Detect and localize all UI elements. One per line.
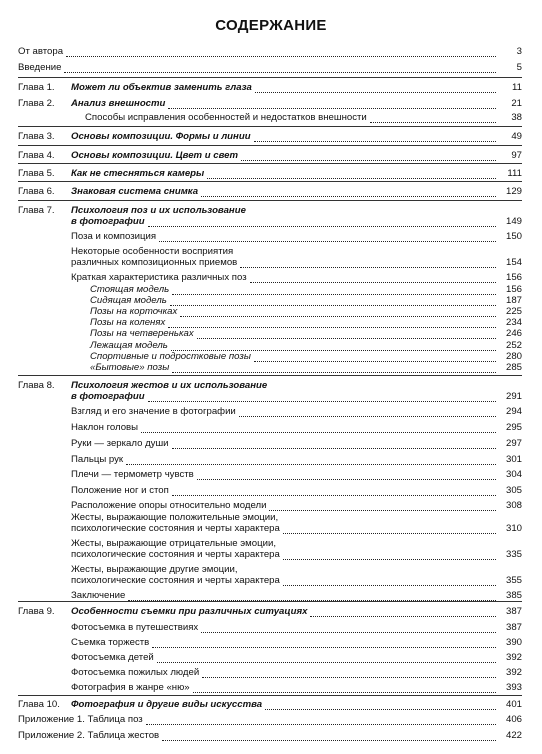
page-number: 310: [505, 523, 522, 534]
toc-entry[interactable]: [0, 438, 542, 450]
entry-title: Фотография и другие виды искусства: [71, 699, 263, 710]
page-number: 304: [505, 469, 522, 480]
toc-entry[interactable]: [0, 637, 542, 649]
dot-leader: [64, 71, 496, 73]
toc-entry[interactable]: [0, 485, 542, 497]
toc-entry[interactable]: [0, 652, 542, 664]
entry-title: Сидящая модель: [90, 295, 167, 306]
toc-entry[interactable]: [0, 186, 542, 198]
dot-leader: [310, 615, 496, 617]
toc-entry[interactable]: [0, 714, 542, 726]
page-number: 154: [505, 257, 522, 268]
toc-entry[interactable]: [0, 606, 542, 618]
page-number: 5: [516, 62, 522, 73]
dot-leader: [162, 739, 496, 741]
chapter-separator: [18, 163, 522, 164]
toc-entry[interactable]: [0, 362, 542, 374]
entry-title: Фотография в жанре «ню»: [71, 682, 190, 693]
entry-title: Анализ внешности: [71, 98, 166, 109]
chapter-separator: [18, 181, 522, 182]
entry-title: Введение: [18, 62, 62, 73]
entry-title: Поза и композиция: [71, 231, 157, 242]
dot-leader: [255, 91, 496, 93]
page-number: 225: [505, 306, 522, 317]
page-number: 393: [505, 682, 522, 693]
entry-title: в фотографии: [71, 391, 145, 402]
page-number: 252: [505, 340, 522, 351]
toc-entry[interactable]: [0, 112, 542, 124]
toc-entry[interactable]: [0, 422, 542, 434]
entry-title: Жесты, выражающие положительные эмоции,: [71, 512, 279, 523]
entry-title: Съемка торжеств: [71, 637, 150, 648]
toc-entry[interactable]: [0, 667, 542, 679]
dot-leader: [370, 121, 496, 123]
toc-entry[interactable]: [0, 257, 542, 269]
entry-title: Основы композиции. Цвет и свет: [71, 150, 239, 161]
dot-leader: [254, 140, 496, 142]
dot-leader: [241, 159, 496, 161]
entry-title: Может ли объектив заменить глаза: [71, 82, 252, 93]
entry-title: Приложение 1. Таблица поз: [18, 714, 143, 725]
page-number: 49: [511, 131, 522, 142]
page-number: 422: [505, 730, 522, 741]
page-number: 401: [505, 699, 522, 710]
page-number: 335: [505, 549, 522, 560]
toc-entry[interactable]: [0, 622, 542, 634]
entry-title: Лежащая модель: [90, 340, 168, 351]
entry-title: Спортивные и подростковые позы: [90, 351, 251, 362]
entry-title: Основы композиции. Формы и линии: [71, 131, 251, 142]
toc-entry[interactable]: [0, 549, 542, 561]
entry-title: Заключение: [71, 590, 126, 601]
chapter-separator: [18, 126, 522, 127]
chapter-label: Глава 1.: [18, 82, 55, 93]
entry-title: Способы исправления особенностей и недостатков внешности: [85, 112, 367, 123]
dot-leader: [197, 337, 496, 339]
page-number: 297: [505, 438, 522, 449]
page-number: 392: [505, 667, 522, 678]
dot-leader: [148, 225, 496, 227]
page-number: 21: [511, 98, 522, 109]
dot-leader: [159, 240, 496, 242]
dot-leader: [201, 631, 496, 633]
toc-entry[interactable]: [0, 730, 542, 742]
dot-leader: [146, 723, 496, 725]
page-number: 246: [505, 328, 522, 339]
page-number: 305: [505, 485, 522, 496]
page-number: 385: [505, 590, 522, 601]
page-number: 295: [505, 422, 522, 433]
entry-title: психологические состояния и черты характера: [71, 523, 280, 534]
entry-title: Стоящая модель: [90, 284, 170, 295]
page-number: 129: [505, 186, 522, 197]
entry-title: Знаковая система снимка: [71, 186, 199, 197]
toc-entry[interactable]: [0, 699, 542, 711]
page-number: 149: [505, 216, 522, 227]
page-number: 406: [505, 714, 522, 725]
entry-title: психологические состояния и черты характера: [71, 549, 280, 560]
entry-title: Фотосъемка в путешествиях: [71, 622, 199, 633]
chapter-separator: [18, 375, 522, 376]
chapter-label: Глава 9.: [18, 606, 55, 617]
chapter-label: Глава 7.: [18, 205, 55, 216]
page-number: 97: [511, 150, 522, 161]
entry-title: Как не стесняться камеры: [71, 168, 205, 179]
page-number: 390: [505, 637, 522, 648]
page-number: 308: [505, 500, 522, 511]
entry-title: Жесты, выражающие другие эмоции,: [71, 564, 238, 575]
entry-title: Пальцы рук: [71, 454, 124, 465]
dot-leader: [172, 494, 496, 496]
page-number: 3: [516, 46, 522, 57]
dot-leader: [172, 371, 496, 373]
dot-leader: [283, 584, 496, 586]
chapter-separator: [18, 695, 522, 696]
entry-title: Руки — зеркало души: [71, 438, 169, 449]
toc-entry[interactable]: [0, 682, 542, 694]
dot-leader: [283, 532, 496, 534]
page-number: 301: [505, 454, 522, 465]
page-number: 187: [505, 295, 522, 306]
entry-title: Психология жестов и их использование: [71, 380, 268, 391]
chapter-label: Глава 2.: [18, 98, 55, 109]
chapter-separator: [18, 200, 522, 201]
entry-title: Положение ног и стоп: [71, 485, 169, 496]
page-number: 280: [505, 351, 522, 362]
dot-leader: [207, 177, 496, 179]
entry-title: Позы на четвереньках: [90, 328, 194, 339]
entry-title: Позы на корточках: [90, 306, 178, 317]
entry-title: Взгляд и его значение в фотографии: [71, 406, 236, 417]
entry-title: Особенности съемки при различных ситуациях: [71, 606, 308, 617]
entry-title: в фотографии: [71, 216, 145, 227]
dot-leader: [66, 55, 496, 57]
page-number: 392: [505, 652, 522, 663]
dot-leader: [239, 415, 496, 417]
toc-entry[interactable]: [0, 454, 542, 466]
chapter-label: Глава 10.: [18, 699, 60, 710]
entry-title: Наклон головы: [71, 422, 139, 433]
toc-entry[interactable]: [0, 168, 542, 180]
entry-title: Некоторые особенности восприятия: [71, 246, 234, 257]
toc-entry[interactable]: [0, 150, 542, 162]
dot-leader: [201, 195, 496, 197]
entry-title: Приложение 2. Таблица жестов: [18, 730, 160, 741]
dot-leader: [250, 281, 496, 283]
dot-leader: [152, 646, 496, 648]
page-number: 294: [505, 406, 522, 417]
toc-entry[interactable]: [0, 523, 542, 535]
entry-title: «Бытовые» позы: [90, 362, 170, 373]
toc-entry[interactable]: [0, 131, 542, 143]
entry-title: От автора: [18, 46, 64, 57]
dot-leader: [126, 463, 496, 465]
toc-entry[interactable]: [0, 469, 542, 481]
page-number: 234: [505, 317, 522, 328]
page-title: СОДЕРЖАНИЕ: [215, 17, 327, 34]
page-number: 11: [512, 82, 522, 93]
dot-leader: [240, 266, 496, 268]
entry-title: Фотосъемка детей: [71, 652, 154, 663]
dot-leader: [197, 478, 496, 480]
dot-leader: [269, 509, 496, 511]
toc-entry[interactable]: [0, 590, 542, 602]
toc-entry[interactable]: [0, 98, 542, 110]
toc-entry[interactable]: [0, 216, 542, 228]
page-number: 387: [505, 606, 522, 617]
page-number: 111: [507, 168, 522, 179]
chapter-separator: [18, 145, 522, 146]
toc-entry[interactable]: [0, 272, 542, 284]
toc-entry[interactable]: [0, 328, 542, 340]
entry-title: Психология поз и их использование: [71, 205, 246, 216]
entry-title: Позы на коленях: [90, 317, 166, 328]
chapter-label: Глава 8.: [18, 380, 55, 391]
dot-leader: [265, 708, 496, 710]
chapter-separator: [18, 77, 522, 78]
dot-leader: [193, 691, 496, 693]
page-number: 150: [505, 231, 522, 242]
entry-title: Жесты, выражающие отрицательные эмоции,: [71, 538, 276, 549]
dot-leader: [172, 447, 496, 449]
toc-entry[interactable]: [0, 575, 542, 587]
page-number: 156: [505, 284, 522, 295]
toc-entry[interactable]: [0, 406, 542, 418]
toc-entry[interactable]: [0, 62, 542, 74]
chapter-label: Глава 5.: [18, 168, 55, 179]
dot-leader: [202, 676, 496, 678]
chapter-label: Глава 4.: [18, 150, 55, 161]
toc-entry[interactable]: [0, 231, 542, 243]
dot-leader: [128, 599, 496, 601]
entry-title: Плечи — термометр чувств: [71, 469, 194, 480]
page-number: 38: [511, 112, 522, 123]
entry-title: Фотосъемка пожилых людей: [71, 667, 200, 678]
page-number: 285: [505, 362, 522, 373]
dot-leader: [283, 558, 496, 560]
entry-title: различных композиционных приемов: [71, 257, 238, 268]
dot-leader: [157, 661, 496, 663]
dot-leader: [148, 400, 496, 402]
chapter-label: Глава 3.: [18, 131, 55, 142]
toc-entry[interactable]: [0, 391, 542, 403]
page-number: 291: [505, 391, 522, 402]
chapter-label: Глава 6.: [18, 186, 55, 197]
dot-leader: [168, 107, 496, 109]
toc-entry[interactable]: [0, 46, 542, 58]
page-number: 387: [505, 622, 522, 633]
entry-title: Расположение опоры относительно модели: [71, 500, 267, 511]
entry-title: Краткая характеристика различных поз: [71, 272, 247, 283]
page-number: 355: [505, 575, 522, 586]
page-number: 156: [505, 272, 522, 283]
entry-title: психологические состояния и черты характера: [71, 575, 280, 586]
dot-leader: [141, 431, 496, 433]
toc-entry[interactable]: [0, 500, 542, 512]
toc-entry[interactable]: [0, 82, 542, 94]
